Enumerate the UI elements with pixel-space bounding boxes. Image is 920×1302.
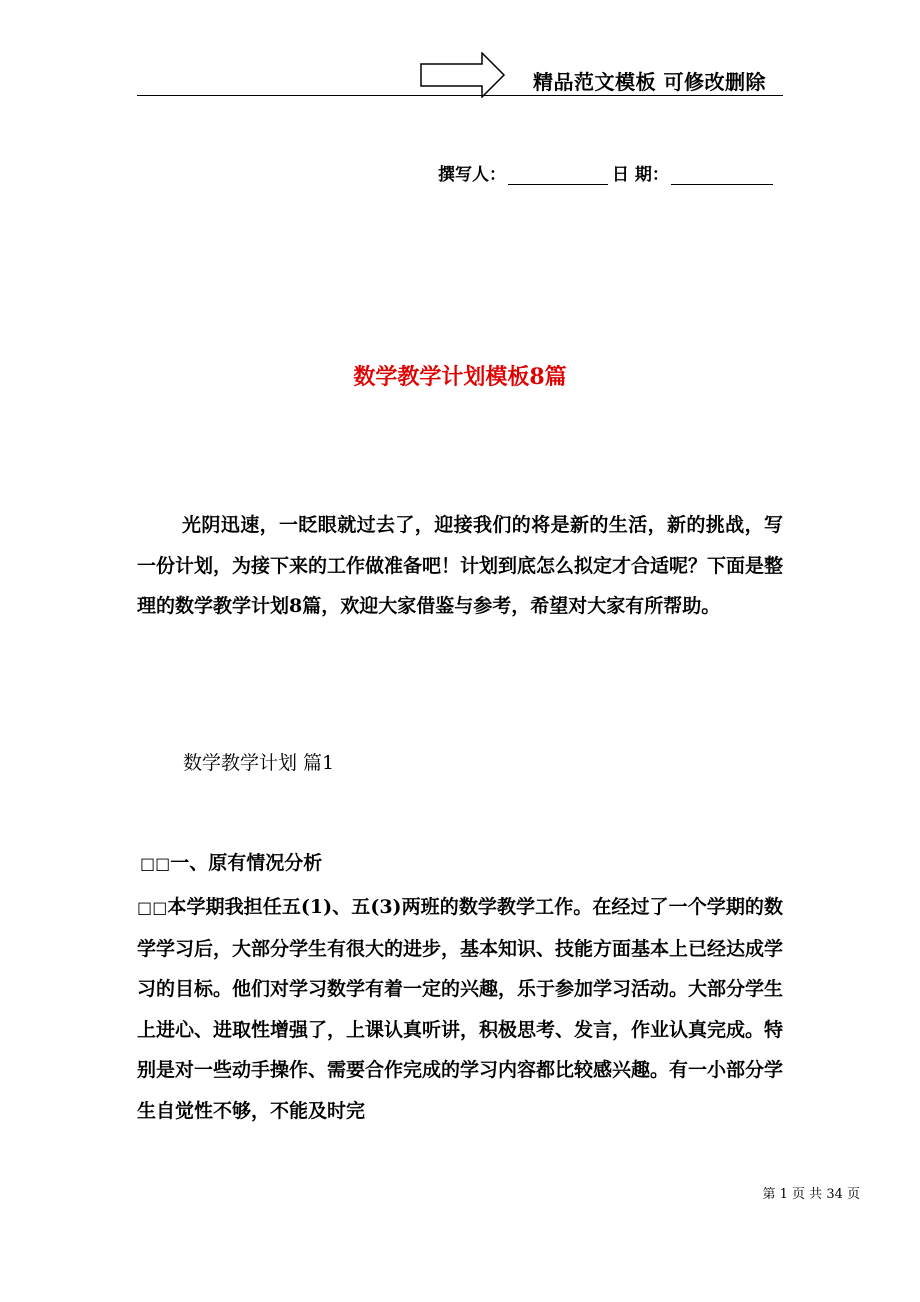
date-label: 日 期： <box>612 165 669 185</box>
body-paragraph-text: 本学期我担任五(1)、五(3)两班的数学教学工作。在经过了一个学期的数学学习后，大部分学生有很大的进步，基本知识、技能方面基本上已经达成学习的目标。他们对学习数学有着一定的兴趣，乐于参加学习活动。大部分学生上进心、进取性增强了，上课认真听讲，积极思考、发言，作业认真完成。特别是对一些动手操作、需要合作完成的学习内容都比较感兴趣。有一小部分学生自觉性不够，不能及时完 <box>137 896 784 1122</box>
author-blank-field[interactable] <box>508 166 608 185</box>
section-heading: 数学教学计划 篇1 <box>183 752 335 774</box>
sub-heading-text: 一、原有情况分析 <box>170 852 323 874</box>
intro-paragraph: 光阴迅速，一眨眼就过去了，迎接我们的将是新的生活，新的挑战，写一份计划，为接下来的工作做准备吧！计划到底怎么拟定才合适呢？下面是整理的数学教学计划8篇，欢迎大家借鉴与参考，希望对大家有所帮助。 <box>137 514 784 617</box>
date-blank-field[interactable] <box>671 166 773 185</box>
author-date-line <box>438 160 773 185</box>
author-label: 撰写人： <box>438 165 506 185</box>
page-number: 第 1 页 共 34 页 <box>762 1187 860 1202</box>
header-divider <box>137 95 783 96</box>
document-title: 数学教学计划模板8篇 <box>353 364 567 390</box>
body-paragraph: □□本学期我担任五(1)、五(3)两班的数学教学工作。在经过了一个学期的数学学习后，大部分学生有很大的进步，基本知识、技能方面基本上已经达成学习的目标。他们对学习数学有着一定的兴趣，乐于参加学习活动。大部分学生上进心、进取性增强了，上课认真听讲，积极思考、发言，作业认真完成。特别是对一些动手操作、需要合作完成的学习内容都比较感兴趣。有一小部分学生自觉性不够，不能及时完 <box>137 896 784 1122</box>
sub-heading: □□一、原有情况分析 <box>140 852 323 874</box>
header-label: 精品范文模板 可修改删除 <box>533 70 766 94</box>
